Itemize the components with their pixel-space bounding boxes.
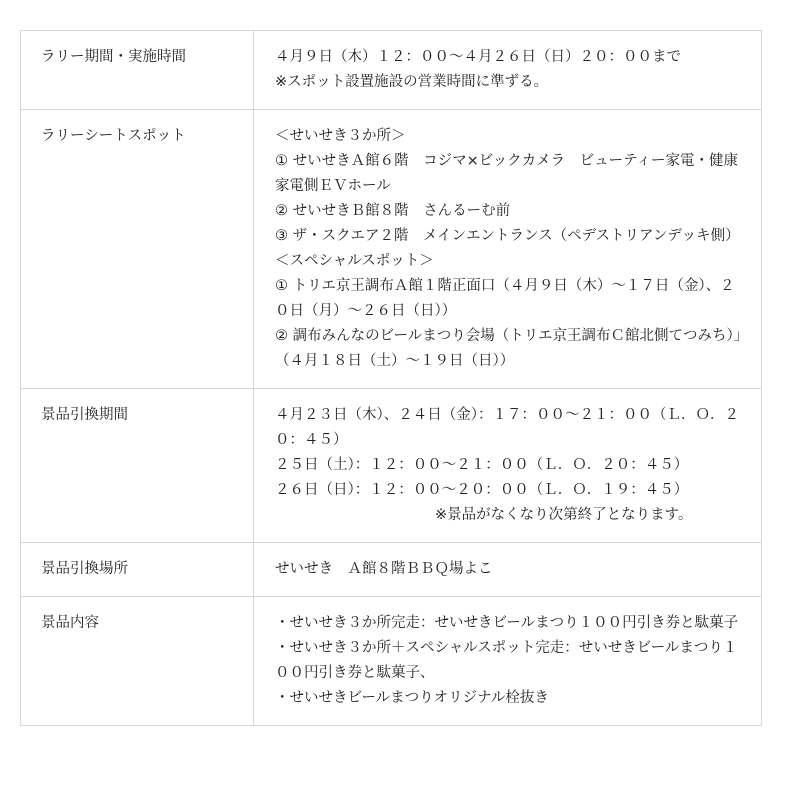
row-label: 景品内容 [21, 597, 254, 726]
table-row-exchange-period [21, 389, 762, 543]
value-line: せいせき Ａ館８階ＢＢＱ場よこ [275, 561, 493, 577]
value-note: ※景品がなくなり次第終了となります。 [435, 507, 693, 523]
row-value [254, 110, 762, 389]
value-line: ・せいせき３か所完走：せいせきビールまつり１００円引き券と駄菓子 [275, 615, 739, 631]
table-row-rally-spots [21, 110, 762, 389]
value-line: ※スポット設置施設の営業時間に準ずる。 [275, 74, 549, 90]
value-line: ① せいせきＡ館６階 コジマ×ビックカメラ ビューティー家電・健康家電側ＥＶホール [275, 153, 739, 194]
value-line: ・せいせきビールまつりオリジナル栓抜き [275, 690, 549, 706]
value-line: ② せいせきＢ館８階 さんるーむ前 [275, 203, 511, 219]
value-line: ② 調布みんなのビールまつり会場（トリエ京王調布Ｃ館北側てつみち）」（４月１８日（土）〜１９日（日）） [275, 328, 741, 369]
table-row-prize-content [21, 597, 762, 726]
value-line: ① トリエ京王調布Ａ館１階正面口（４月９日（木）〜１７日（金）、２０日（月）〜２６日（日）） [275, 278, 735, 319]
value-line: ４月９日（木）１２：００〜４月２６日（日）２０：００まで [275, 49, 681, 65]
value-line: ・せいせき３か所＋スペシャルスポット完走：せいせきビールまつり１００円引き券と駄菓子、 [275, 640, 738, 681]
value-line: ２５日（土）：１２：００〜２１：００（Ｌ．Ｏ．２０：４５） [275, 457, 689, 473]
value-line: ＜せいせき３か所＞ [275, 128, 406, 144]
info-table [20, 30, 762, 726]
row-value [254, 597, 762, 726]
value-line: ③ ザ・スクエア２階 メインエントランス（ペデストリアンデッキ側） [275, 228, 740, 244]
row-value [254, 31, 762, 110]
table-row-exchange-place [21, 543, 762, 597]
row-value [254, 543, 762, 597]
row-value [254, 389, 762, 543]
row-label: 景品引換場所 [21, 543, 254, 597]
row-label: ラリー期間・実施時間 [21, 31, 254, 110]
value-line: ＜スペシャルスポット＞ [275, 253, 434, 269]
value-line: ２６日（日）：１２：００〜２０：００（Ｌ．Ｏ．１９：４５） [275, 482, 689, 498]
table-row-rally-period [21, 31, 762, 110]
row-label: 景品引換期間 [21, 389, 254, 543]
row-label: ラリーシートスポット [21, 110, 254, 389]
value-line: ４月２３日（木）、２４日（金）：１７：００〜２１：００（Ｌ．Ｏ．２０：４５） [275, 407, 739, 448]
